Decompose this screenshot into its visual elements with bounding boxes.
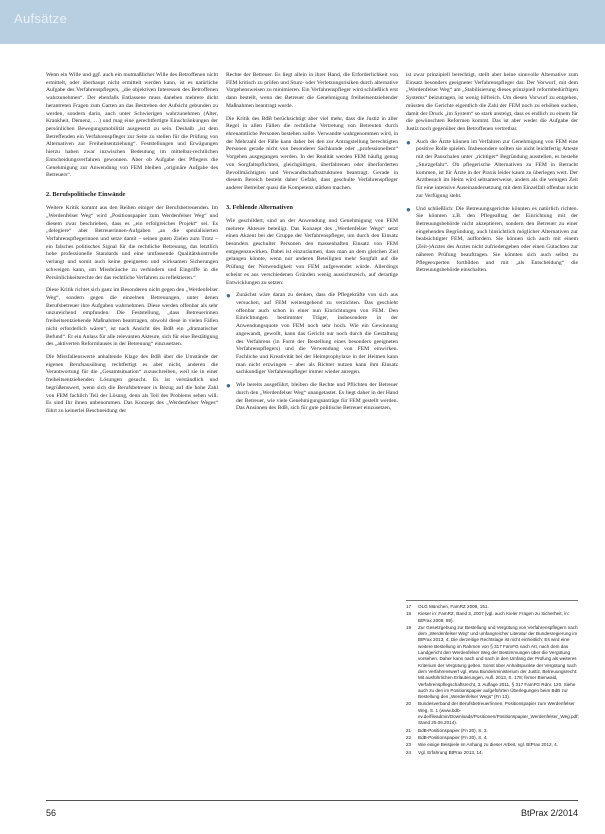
footnote-number: 19 [406, 624, 412, 630]
footnotes [406, 600, 578, 757]
list-item [406, 139, 578, 201]
footnote-text: BdB-Positionspapier (Fn 20), S. 4. [418, 734, 488, 740]
bullet-icon: ● [226, 381, 231, 391]
paragraph: Wenn ein Wille und ggf. auch ein mutmaßlicher Wille des Betroffenen nicht ermittelt, oder überhaupt nicht ermittelt werden kann, ist es natürliche Aufgabe des Verfahrenspflegers, „die objektiven Interessen des Betroffenen wahrzunehmen“. Der ebenfalls Entlassene muss daneben mehrere dicht herantreten Fragen zum Garten an das Bestreben der Aufsicht gebunden zu werden, sondern darin, auch unter Schwierigen wahrzunehmen (Alter, Krankheit, Demenz, …) und mag eine gerechtfertigte Einschränkungen der persönlichen Bewegungsmobilität ausgesetzt zu sein. Deshalb „ist dem Betreffenden ein Verfahrenspfleger zur Seite zu stellen für die Prüfung von Alternativen zur Freiheitsentziehung“. Feststellungen und Erwägungen hierzu haben zwar inzwischen Bedeutung im mittelbar-rechtlichen Entscheidungsverfahren gewonnen. Aber ob Aufgabe des Pflegers die Genehmigung zur Anwendung von FEM bleiben „originäre Aufgabe des Betreuers“. [46, 72, 218, 179]
journal-issue: BtPrax 2/2014 [520, 808, 578, 818]
paragraph: Weitere Kritik kommt aus den Reihen einiger der Berufsbetreuenden. Im „Werdenfelser Weg“ wird „Positionspapier zum Werdenfelser Weg“ und diesem zwar beschrieben, dass es „ein erfolgreiches Projekt“ sei. Es „delegiere“ aber Betreuerinnen-Aufgaben „an die spezialisierten Verfahrenspflegerinnen und setze damit – seinen guten Zielen zum Trotz – ein falsches politisches Signal für die rechtliche Betreuung, das letztlich hohe professionelle Standards und eine umfassende Qualitätskontrolle verlangt und somit auch keine geeigneten und wirksamen Sicherungen schweigen kann, um Missbräuche zu verhindern und Eingriffe in die Persönlichkeitsrechte der das rechtliche Verfahren zu reflektieren.“ [46, 205, 218, 281]
bullet-list [406, 139, 578, 275]
paragraph: Wie geschildert, sind an der Anwendung und Genehmigung von FEM mehrere Akteure beteiligt. Das Konzept des „Werdenfelser Wegs“ setzt einen Akzent bei der Gruppe der Verfahrenspfleger, um durch den Einsatz besonders geschulter Personen den massenhaften Einsatz von FEM entgegenzuwirken. Dabei ist einzuräumen, dass man an dem gleichen Ziel gelangen könnte, wenn nur anderen Beteiligten mehr Sorgfalt auf die Prüfung der Notwendigkeit von FEM aufgewendet würde. Allerdings scheint es aus verschiedenen Gründen wenig aussichtsreich, auf derartige Entwicklungen zu setzen: [226, 217, 398, 286]
list-item [226, 382, 398, 413]
section-heading: 2. Berufspolitische Einwände [46, 191, 126, 199]
column-1 [46, 72, 218, 421]
footnote-number: 23 [406, 742, 412, 748]
bullet-icon: ● [406, 137, 411, 147]
footnote-number: 21 [406, 727, 412, 733]
footnote-text: Bundesverband der Berufsbetreuer/innen, Positionspapier zum Werdenfelser Weg, S. 1 (www.bdb-ev.de/fileadmin/Downloads/Positionen/Positionspapier_Werdenfelser_Weg.pdf; Stand 25.06.2014). [418, 701, 579, 726]
footnote [406, 742, 578, 748]
footnote-number: 18 [406, 611, 412, 617]
footnote [406, 604, 578, 610]
footnote-number: 20 [406, 701, 412, 707]
paragraph: Die Kritik des BdB berücksichtigt aber viel mehr, dass die Justiz in aller Regel in allen Fällen die rechtliche Vertretung von Betreuten durch ehrenamtliche Personen bestehen sollte. Verwandte wahrgenommen wird, in der Mehrzahl der Fälle kann daher bei den zur Antragstellung berechtigten Personen gerade nicht von besonderer Sachkunde oder „professionellem“ Vorgehen ausgegangen werden. In der Realität werden FEM häufig genug von Sorgfaltspflichten, gleichgültigen, überfahrenen oder überforderten Bevollmächtigten und Verwandtschaftsstrukturen beantragt. Gerade in diesem Bereich besteht daher Gefahr, dass geschulte Verfahrenspfleger anderer Betreiber quasi die Kompetenz stärken machen. [226, 115, 398, 192]
section-label: Aufsätze [14, 11, 67, 26]
list-item-text: Zunächst wäre daran zu denken, dass die Pflegekräfte von sich aus versuchen, auf FEM weitestgehend zu verzichten. Das geschieht offenbar auch schon in einer nun Einrichtungen von FEM. Den Einrichtungen bestimmter Träger, insbesondere in der Anwendungsquote von FEM noch sehr hoch. Wie ein Gewinnung angewandt, gewollt, kann das Gericht nur noch durch die Gestaltung des Verfahrens (in Form der Bestellung eines besonders geeigneten Verfahrenspflegers) und die Verwendung von FEM einwirken. Fachliche und Kreativität bei der Heimprophylaxe in der Heimen kann man nicht erzwingen – aber als Richter nutzen kann ihm Einsatz sachkundiger Verfahrenspfleger immer wieder anregen. [236, 292, 398, 376]
list-item-text: Und schließlich: Die Betreuungsgerichte könnten es natürlich richten. Sie könnten z.B. den Pflegealltag der Einrichtung mit der Betreuungsbehörde nicht akzeptieren, sondern den Betreuer zu einer eingehenden Begründung, auch hinsichtlich möglicher Alternativen zur beabsichtigter FEM, auffordern. Sie können sich auch mit einem (Zeit-)Arztes des Arztes nicht zufriedengeben oder einen Gutachten zur näheren Prüfung beauftragen. Sie könnten sich auch selbst zu Pflegeexperten fortbilden und mit „als Entscheidung“ die Betreuungsbehörde einschalten. [416, 205, 578, 274]
bullet-icon: ● [406, 204, 411, 214]
footnote-number: 22 [406, 734, 412, 740]
paragraph: Diese Kritik richtet sich ganz im Besonderen nicht gegen den „Werdenfelser Weg“, sondern gegen die einzelnen Betreuungen, unter denen Berufsbetreuer ihre Aufgaben wahrnehmen. Diese werden offenbar als sehr unzureichend empfunden. Die Feststellung, „dass Betreuerinnen freiheitsentziehende Maßnahmen beantragen, obwohl diese in vielen Fällen nicht erforderlich wären“, ist nach Ansicht des BdB ein „dramatischer Befund“. Er ein Anlass für alle relevanten Akteure, sich für eine Bestätigung des „aktiverten Reformlauses in der Betreuung“ einzusetzen. [46, 287, 218, 348]
footer-divider [46, 800, 578, 801]
section-heading: 3. Fehlende Alternativen [226, 203, 293, 211]
list-item [406, 206, 578, 275]
footnote-text: Wie einige Beispiele im Anhang zu dieser Arbeit, vgl. BtPrax 2012, 4. [418, 742, 558, 748]
header-bar [0, 0, 605, 44]
footnote [406, 625, 578, 701]
footnote-number: 24 [406, 749, 412, 755]
footnote-text: Zur Gesetzgebung zur Bestellung und Vergütung von Verfahrenspflegern nach dem „Werdenfelser Weg“ und umfangreicher Literatur der Bundesregierung im BtPrax 2013, 4; Die derzeitige Rechtslage ist nicht einheitlich: Es wird eine weitere Bestellung im Rahmen von § 317 FamFG nach Art, nach dem das Landgericht den Werdenfelser Weg der Bestimmungen über die Vergütung vorsehen. Daher kann nach und nach in den Umfang der Prüfung als weiteres Kriterium der Vergütung gelten. Sonst über Anhaltspunkte der Vergütung nach dem Verfahrenswert vgl. etwa Bundesministerium der Justiz, Betreuungsrecht: Mit ausführlichen Erläuterungen, Aufl. 2013, S. 178; ferner Bienwald, Verfahrenspflegschaftsrecht, 3. Auflage 2011, § 317 FamFG Rdnr. 120. Siehe auch zu den im Positionspapier aufgeführten Überlegungen beim BdB zur Bestellung des „Werdenfelser Wegs“ (Fn 13). [418, 624, 578, 700]
footnote [406, 735, 578, 741]
footnote [406, 701, 578, 726]
bullet-list [226, 292, 398, 413]
page-number: 56 [46, 808, 57, 818]
footnote [406, 611, 578, 624]
footnote-number: 17 [406, 604, 412, 609]
list-item-text: Auch die Ärzte können im Verfahren zur Genehmigung von FEM eine positive Rolle spielen. Insbesondere sollten sie nicht leichtfertig Atteste mit der Pauschalen unter „richtiger“ Begründung ausstellen, es bestehe „Sturzgefahr“. Ob pflegerische Alternativen zu FEM in Betracht kommen, ist für Ärzte in der Praxis leider kaum zu überlegen wert. Der Arztbesuch im Heim wird seltsamerweise, anders als die wenigen Zeit für eine intensive Auseinandersetzung mit dem Einzelfall offenbar nicht zur Verfügung steht. [416, 138, 578, 199]
footnote-text: Kieser in: FamRZ, Band 3, 2007 (vgl. auch Kieler Fragen zu Sicherheit, in: BtPrax 2009, 89). [418, 611, 569, 623]
footnote-text: OLG München, FamRZ 2009, 151. [418, 604, 489, 609]
column-3 [406, 72, 578, 280]
paragraph: Die Missfallenswerte anhaltende Klage des BdB über die Umstände der eigenen Berufsausübung rechtfertigt es aber nicht, anderen die Verantwortung für die „Gesamtsituation“ zuzuschreiben, weil sie in einer freiheitsentziehenden Lösungen gesucht. Es ist verständlich und begrüßenswert, wenn sich die Berufsbetreuer in Bezug auf die hohe Zahl von FEM fachlich Teil der Lösung, denn als Teil des Problems sehen will. Es sind Ihr ihnen unbenommen. Das Konzept des „Werdenfelser Weges“ führt zu keinerlei Beschneidung der [46, 354, 218, 415]
paragraph: Rechte der Betreuer. Es liegt allein in ihrer Hand, die Erforderlichkeit von FEM kritisch zu prüfen und Sturz- oder Verletzungsrisiken durch alternative Vorgehensweisen zu minimieren. Ein Verfahrenspfleger wird schließlich erst dann bestellt, wenn der Betreuer die Genehmigung freiheitsentziehender Maßnahmen beantragt wurde. [226, 72, 398, 109]
footnote [406, 728, 578, 734]
paragraph: ist zwar prinzipiell berechtigt, stellt aber keine sinnvolle Alternative zum Einsatz besonders geeigneter Verfahrenspfleger dar. Der Vorwurf, mit dem „Werdenfelser Weg“ am „Stabilisierung dieses prinzipiell reformbedürftigen Systems“ beizutragen, ist wenig hilfreich. Um diesen Vorwurf zu entgehen, müssten die Gerichte eigentlich die Zahl der FEM noch zu erhöhen suchen, damit der Druck „im System“ so stark ansteigt, dass es endlich zu einem für die gewünschten Reformen kommt. Das ist aber weder die Aufgabe der Justiz noch gegenüber den Betroffenen vertretbar. [406, 72, 578, 133]
footnote [406, 750, 578, 756]
list-item [226, 292, 398, 377]
column-2 [226, 72, 398, 418]
footnote-text: BdB-Positionspapier (Fn 20), S. 3. [418, 727, 488, 733]
list-item-text: Wie bereits ausgeführt, bleiben die Rechte und Pflichten der Betreuer durch den „Werdenfelser Weg“ unangetastet. Es liegt daher in der Hand der Betreuer, wie viele Genehmigungsanträge für FEM gestellt werden. Das Ansinnen des BdB, sich für gute politische Betreuer einzusetzen, [236, 382, 398, 412]
footnote-text: Vgl. Erfahrung BtPrax 2013, 14. [418, 749, 483, 755]
bullet-icon: ● [226, 291, 231, 301]
